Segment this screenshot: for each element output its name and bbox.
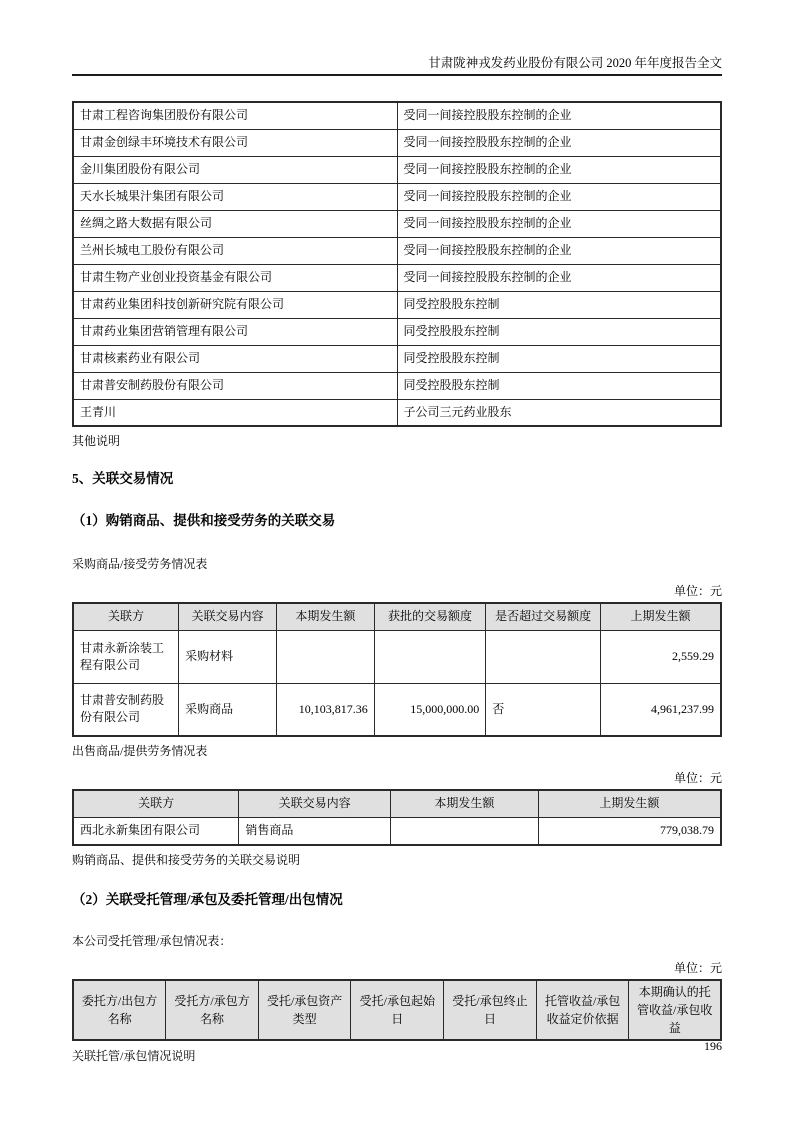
purchase-table-caption: 采购商品/接受劳务情况表 xyxy=(72,557,208,571)
col-header: 本期确认的托管收益/承包收益 xyxy=(629,980,721,1040)
table-header-row xyxy=(73,980,721,1040)
exceeded-flag xyxy=(486,630,601,683)
table-row xyxy=(73,345,721,372)
related-party: 西北永新集团有限公司 xyxy=(73,817,239,845)
page-header xyxy=(72,0,722,76)
table-row xyxy=(73,129,721,156)
party-relation: 受同一间接控股股东控制的企业 xyxy=(397,264,721,291)
col-header: 关联方 xyxy=(73,603,179,630)
unit-label: 单位：元 xyxy=(673,771,722,785)
related-parties-table xyxy=(72,101,722,427)
table-row xyxy=(73,291,721,318)
col-header: 受托/承包起始日 xyxy=(351,980,444,1040)
col-header: 获批的交易额度 xyxy=(374,603,485,630)
table-row xyxy=(73,264,721,291)
party-relation: 同受控股股东控制 xyxy=(397,291,721,318)
col-header: 关联方 xyxy=(73,790,239,817)
prior-amount: 779,038.79 xyxy=(538,817,721,845)
table-row xyxy=(73,183,721,210)
other-note-label: 其他说明 xyxy=(72,434,121,448)
entrust-management-table xyxy=(72,979,722,1041)
table-row xyxy=(73,156,721,183)
party-relation: 受同一间接控股股东控制的企业 xyxy=(397,102,721,129)
party-name: 丝绸之路大数据有限公司 xyxy=(73,210,397,237)
table-row xyxy=(73,237,721,264)
party-relation: 受同一间接控股股东控制的企业 xyxy=(397,183,721,210)
col-header: 受托/承包终止日 xyxy=(444,980,537,1040)
col-header: 本期发生额 xyxy=(276,603,374,630)
transaction-content: 采购商品 xyxy=(179,683,277,736)
table-row xyxy=(73,630,721,683)
table-header-row xyxy=(73,790,721,817)
current-amount: 10,103,817.36 xyxy=(276,683,374,736)
col-header: 受托/承包资产类型 xyxy=(258,980,351,1040)
current-amount xyxy=(391,817,539,845)
party-name: 甘肃金创绿丰环境技术有限公司 xyxy=(73,129,397,156)
col-header: 上期发生额 xyxy=(538,790,721,817)
table-header-row xyxy=(73,603,721,630)
col-header: 受托方/承包方名称 xyxy=(166,980,259,1040)
party-name: 甘肃核素药业有限公司 xyxy=(73,345,397,372)
col-header: 是否超过交易额度 xyxy=(486,603,601,630)
approved-amount: 15,000,000.00 xyxy=(374,683,485,736)
table-row xyxy=(73,102,721,129)
table-row xyxy=(73,399,721,426)
sales-table-caption: 出售商品/提供劳务情况表 xyxy=(72,744,208,758)
party-name: 金川集团股份有限公司 xyxy=(73,156,397,183)
col-header: 关联交易内容 xyxy=(179,603,277,630)
sales-goods-table xyxy=(72,789,722,846)
sales-note-label: 购销商品、提供和接受劳务的关联交易说明 xyxy=(72,853,301,867)
party-relation: 受同一间接控股股东控制的企业 xyxy=(397,129,721,156)
party-name: 甘肃普安制药股份有限公司 xyxy=(73,372,397,399)
entrust-table-caption: 本公司受托管理/承包情况表： xyxy=(72,934,232,948)
subsection-1-heading: （1）购销商品、提供和接受劳务的关联交易 xyxy=(72,513,336,528)
party-relation: 受同一间接控股股东控制的企业 xyxy=(397,156,721,183)
table-row xyxy=(73,683,721,736)
col-header: 委托方/出包方名称 xyxy=(73,980,166,1040)
section-5-heading: 5、关联交易情况 xyxy=(72,471,174,486)
unit-label: 单位：元 xyxy=(673,584,722,598)
table-row xyxy=(73,318,721,345)
purchase-goods-table xyxy=(72,602,722,737)
party-relation: 同受控股股东控制 xyxy=(397,372,721,399)
party-relation: 同受控股股东控制 xyxy=(397,345,721,372)
party-relation: 子公司三元药业股东 xyxy=(397,399,721,426)
report-title: 甘肃陇神戎发药业股份有限公司 2020 年年度报告全文 xyxy=(428,56,722,70)
party-name: 天水长城果汁集团有限公司 xyxy=(73,183,397,210)
table-row xyxy=(73,372,721,399)
col-header: 关联交易内容 xyxy=(239,790,391,817)
col-header: 托管收益/承包收益定价依据 xyxy=(536,980,629,1040)
col-header: 上期发生额 xyxy=(600,603,721,630)
subsection-2-heading: （2）关联受托管理/承包及委托管理/出包情况 xyxy=(72,892,343,907)
unit-label: 单位：元 xyxy=(673,961,722,975)
exceeded-flag: 否 xyxy=(486,683,601,736)
party-name: 甘肃药业集团科技创新研究院有限公司 xyxy=(73,291,397,318)
table-row xyxy=(73,817,721,845)
party-relation: 受同一间接控股股东控制的企业 xyxy=(397,237,721,264)
entrust-note-label: 关联托管/承包情况说明 xyxy=(72,1049,196,1063)
prior-amount: 4,961,237.99 xyxy=(600,683,721,736)
party-relation: 同受控股股东控制 xyxy=(397,318,721,345)
related-party: 甘肃普安制药股份有限公司 xyxy=(73,683,179,736)
related-party: 甘肃永新涂装工程有限公司 xyxy=(73,630,179,683)
party-name: 兰州长城电工股份有限公司 xyxy=(73,237,397,264)
table-row xyxy=(73,210,721,237)
current-amount xyxy=(276,630,374,683)
transaction-content: 采购材料 xyxy=(179,630,277,683)
col-header: 本期发生额 xyxy=(391,790,539,817)
party-name: 甘肃药业集团营销管理有限公司 xyxy=(73,318,397,345)
party-name: 甘肃生物产业创业投资基金有限公司 xyxy=(73,264,397,291)
page-number: 196 xyxy=(704,1039,722,1053)
transaction-content: 销售商品 xyxy=(239,817,391,845)
party-name: 王青川 xyxy=(73,399,397,426)
party-name: 甘肃工程咨询集团股份有限公司 xyxy=(73,102,397,129)
party-relation: 受同一间接控股股东控制的企业 xyxy=(397,210,721,237)
approved-amount xyxy=(374,630,485,683)
prior-amount: 2,559.29 xyxy=(600,630,721,683)
